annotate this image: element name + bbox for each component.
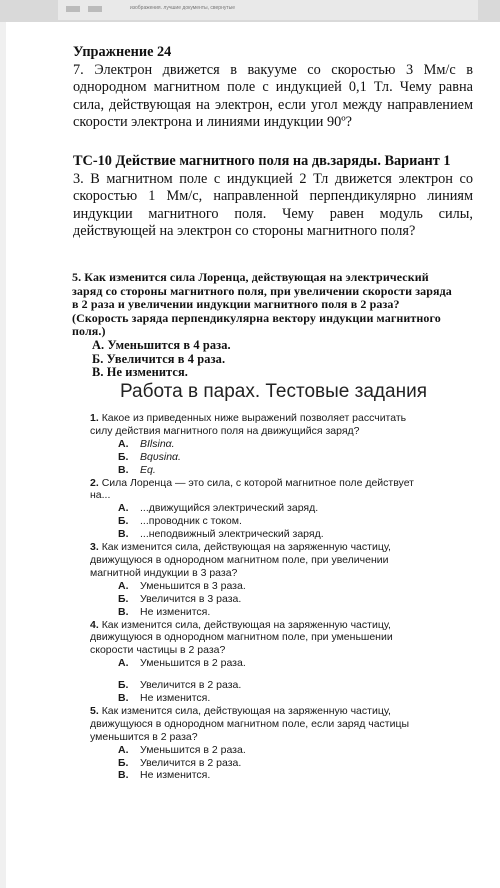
tab-icon: [88, 6, 102, 12]
option-letter: Б.: [118, 515, 129, 528]
photo-edge: [0, 0, 6, 888]
question-number: 2.: [90, 476, 99, 489]
option-text: Увеличится в 3 раза.: [140, 592, 242, 605]
option-letter: Б.: [118, 679, 129, 692]
option-letter: Б.: [118, 450, 129, 463]
test-question: [90, 541, 420, 580]
answer-option: [118, 515, 420, 528]
question-text: Сила Лоренца — это сила, с которой магнитное поле действует на...: [90, 476, 414, 502]
test-question: [90, 619, 420, 658]
tab-icon: [66, 6, 80, 12]
answer-option: [118, 606, 420, 619]
browser-strip-text: изображения. лучшие документы, свернутые: [130, 5, 236, 11]
answer-option: [118, 757, 420, 770]
answer-option: [118, 744, 420, 757]
answer-option: [118, 769, 420, 782]
option-text: ...проводник с током.: [140, 515, 242, 528]
answer-option: [118, 528, 420, 541]
tc-title: ТС-10 Действие магнитного поля на дв.заряды. Вариант 1: [73, 153, 451, 169]
option-text: Bqυsinα.: [140, 450, 181, 463]
option-letter: А.: [118, 743, 129, 756]
answer-option: [118, 657, 420, 670]
question-number: 5.: [90, 704, 99, 717]
question-text: Как изменится сила, действующая на заряженную частицу, движущуюся в однородном магнитном поле, при уменьшении скорости частицы в 2 раза?: [90, 618, 393, 657]
option-letter: В.: [118, 769, 129, 782]
option-text: Уменьшится в 2 раза.: [140, 657, 246, 670]
spacer: [90, 670, 420, 679]
answer-option: В. Не изменится.: [92, 365, 188, 380]
exercise-text: 7. Электрон движется в вакууме со скоростью 3 Мм/с в однородном магнитном поле с индукцией 0,1 Тл. Чему равна сила, действующая на электрон, если угол между направлением скорости электрона и линиями индукции 90º?: [73, 61, 473, 131]
option-text: Уменьшится в 2 раза.: [140, 743, 246, 756]
option-letter: А.: [118, 502, 129, 515]
answer-option: [118, 451, 420, 464]
answer-option: [118, 593, 420, 606]
tc-block: [73, 153, 473, 241]
question-number: 4.: [90, 618, 99, 631]
option-text: Увеличится в 2 раза.: [140, 679, 242, 692]
option-letter: А.: [118, 657, 129, 670]
question-number: 1.: [90, 412, 99, 424]
option-letter: В.: [118, 692, 129, 705]
answer-option: [118, 692, 420, 705]
answer-option: [118, 464, 420, 477]
tc-text: 3. В магнитном поле с индукцией 2 Тл движется электрон со скоростью 1 Мм/с, направленной перпендикулярно линиям индукции магнитного поля. Чему равен модуль силы, действующей на электрон со стороны магнитного поля?: [73, 170, 473, 240]
answer-option: [118, 679, 420, 692]
option-text: Не изменится.: [140, 692, 211, 705]
option-text: Не изменится.: [140, 605, 211, 618]
browser-strip: [0, 0, 500, 22]
option-letter: А.: [118, 437, 129, 450]
test-question: [90, 477, 420, 503]
test-questions: [90, 412, 420, 782]
answer-option: [118, 580, 420, 593]
question-text: Какое из приведенных ниже выражений позволяет рассчитать силу действия магнитного поля на движущийся заряд?: [90, 412, 407, 437]
exercise-block: [73, 44, 473, 132]
option-letter: В.: [118, 605, 129, 618]
option-letter: В.: [118, 463, 129, 476]
answer-option: Б. Увеличится в 4 раза.: [92, 351, 226, 366]
option-text: Не изменится.: [140, 769, 211, 782]
option-text: ...движущийся электрический заряд.: [140, 502, 319, 515]
option-letter: А.: [118, 579, 129, 592]
exercise-title: Упражнение 24: [73, 44, 172, 60]
question-number: 3.: [90, 541, 99, 554]
test-question: [90, 705, 420, 744]
lorentz-question-block: [72, 271, 452, 380]
answer-option: А. Уменьшится в 4 раза.: [92, 337, 231, 352]
question-text: Как изменится сила, действующая на заряженную частицу, движущуюся в однородном магнитном поле, если заряд частицы уменьшится в 2 раза?: [90, 704, 410, 743]
option-text: Увеличится в 2 раза.: [140, 756, 242, 769]
lorentz-question-text: 5. Как изменится сила Лоренца, действующая на электрический заряд со стороны магнитного поля, при увеличении скорости заряда в 2 раза и увеличении индукции магнитного поля в 2 раза? (Скорость заряда перпендикулярна вектору индукции магнитного поля.): [72, 270, 452, 339]
option-letter: Б.: [118, 756, 129, 769]
browser-tab-strip: [58, 0, 478, 20]
option-text: ...неподвижный электрический заряд.: [140, 528, 324, 541]
work-title: Работа в парах. Тестовые задания: [120, 381, 427, 402]
option-letter: Б.: [118, 592, 129, 605]
option-text: Уменьшится в 3 раза.: [140, 579, 246, 592]
option-text: BIlsinα.: [140, 437, 175, 450]
answer-option: [118, 438, 420, 451]
lorentz-question-options: [92, 339, 452, 380]
answer-option: [118, 502, 420, 515]
option-letter: В.: [118, 528, 129, 541]
question-text: Как изменится сила, действующая на заряженную частицу, движущуюся в однородном магнитном поле, при увеличении магнитной индукции в 3 раза?: [90, 541, 391, 579]
option-text: Eq.: [140, 463, 156, 476]
test-question: [90, 412, 420, 438]
